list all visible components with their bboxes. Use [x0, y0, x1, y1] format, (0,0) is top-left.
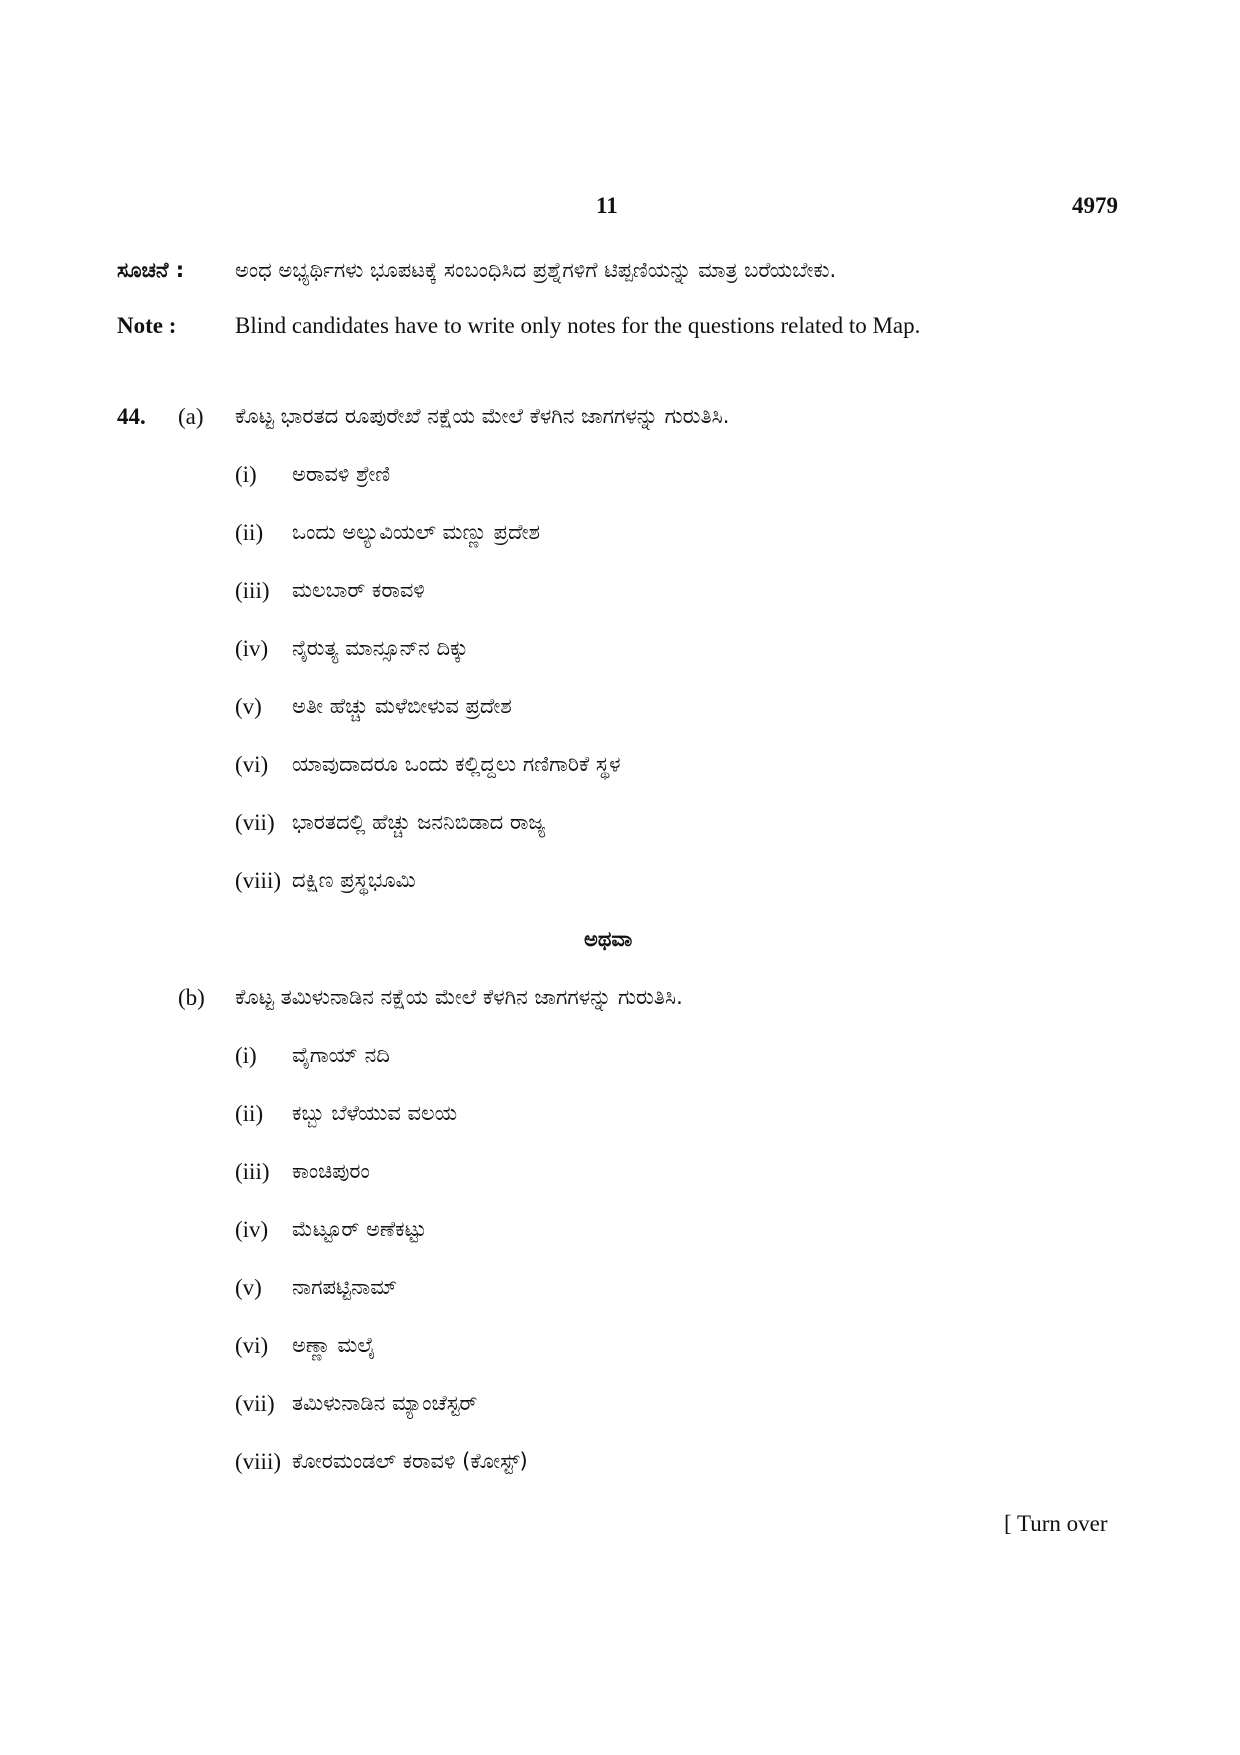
turn-over-note: [ Turn over [1004, 1511, 1108, 1536]
item-label: (iii) [235, 1159, 270, 1184]
list-item [0, 462, 1240, 496]
item-label: (vii) [235, 810, 275, 835]
notice-english [0, 313, 1240, 347]
item-text: ಅಣ್ಣಾ ಮಲೈ [292, 1333, 376, 1357]
list-item [0, 1391, 1240, 1425]
item-label: (vi) [235, 1333, 269, 1358]
item-text: ಮಲಬಾರ್ ಕರಾವಳಿ [292, 578, 425, 602]
notice-kannada [0, 258, 1240, 292]
notice-kannada-label: ಸೂಚನೆ : [117, 258, 185, 282]
item-text: ನಾಗಪಟ್ಟಿನಾಮ್ [292, 1275, 397, 1299]
part-a-instruction: ಕೊಟ್ಟ ಭಾರತದ ರೂಪುರೇಖೆ ನಕ್ಷೆಯ ಮೇಲೆ ಕೆಳಗಿನ ಜಾಗಗಳನ್ನು ಗುರುತಿಸಿ. [235, 404, 730, 428]
part-b-label: (b) [178, 985, 205, 1010]
question-44-a [0, 404, 1240, 438]
item-label: (iii) [235, 578, 270, 603]
notice-kannada-text: ಅಂಧ ಅಭ್ಯರ್ಥಿಗಳು ಭೂಪಟಕ್ಕೆ ಸಂಬಂಧಿಸಿದ ಪ್ರಶ್ನೆಗಳಿಗೆ ಟಿಪ್ಪಣಿಯನ್ನು ಮಾತ್ರ ಬರೆಯಬೇಕು. [235, 258, 837, 282]
item-text: ಕಬ್ಬು ಬೆಳೆಯುವ ವಲಯ [292, 1101, 458, 1125]
question-number: 44. [117, 404, 146, 429]
list-item [0, 810, 1240, 844]
list-item [0, 1449, 1240, 1483]
list-item [0, 636, 1240, 670]
item-text: ಒಂದು ಅಲ್ಯುವಿಯಲ್ ಮಣ್ಣು ಪ್ರದೇಶ [292, 520, 541, 544]
list-item [0, 1043, 1240, 1077]
part-b-instruction: ಕೊಟ್ಟ ತಮಿಳುನಾಡಿನ ನಕ್ಷೆಯ ಮೇಲೆ ಕೆಳಗಿನ ಜಾಗಗಳನ್ನು ಗುರುತಿಸಿ. [235, 985, 683, 1009]
list-item [0, 1159, 1240, 1193]
item-text: ಭಾರತದಲ್ಲಿ ಹೆಚ್ಚು ಜನನಿಬಿಡಾದ ರಾಜ್ಯ [292, 810, 546, 834]
item-text: ಅರಾವಳಿ ಶ್ರೇಣಿ [292, 462, 391, 486]
item-text: ಯಾವುದಾದರೂ ಒಂದು ಕಲ್ಲಿದ್ದಲು ಗಣಿಗಾರಿಕೆ ಸ್ಥಳ [292, 752, 621, 776]
item-label: (i) [235, 462, 257, 487]
part-a-label: (a) [178, 404, 204, 429]
list-item [0, 868, 1240, 902]
list-item [0, 752, 1240, 786]
list-item [0, 1101, 1240, 1135]
item-label: (iv) [235, 636, 269, 661]
list-item [0, 578, 1240, 612]
item-text: ಕೋರಮಂಡಲ್ ಕರಾವಳಿ (ಕೋಸ್ಟ್) [292, 1449, 528, 1473]
item-text: ಮೆಟ್ಟೂರ್ ಅಣೆಕಟ್ಟು [292, 1217, 427, 1241]
list-item [0, 1217, 1240, 1251]
notice-english-label: Note : [117, 313, 177, 338]
list-item [0, 1275, 1240, 1309]
list-item [0, 1333, 1240, 1367]
list-item [0, 520, 1240, 554]
item-label: (v) [235, 1275, 262, 1300]
question-44-b [0, 985, 1240, 1019]
item-text: ಅತೀ ಹೆಚ್ಚು ಮಳೆಬೀಳುವ ಪ್ರದೇಶ [292, 694, 512, 718]
item-label: (ii) [235, 520, 264, 545]
item-label: (ii) [235, 1101, 264, 1126]
item-text: ದಕ್ಷಿಣ ಪ್ರಸ್ಥಭೂಮಿ [292, 868, 416, 892]
item-text: ತಮಿಳುನಾಡಿನ ಮ್ಯಾಂಚೆಸ್ಟರ್ [292, 1391, 478, 1415]
item-text: ವೈಗಾಯ್ ನದಿ [292, 1043, 390, 1067]
item-label: (iv) [235, 1217, 269, 1242]
item-text: ನೈರುತ್ಯ ಮಾನ್ಸೂನ್‌ನ ದಿಕ್ಕು [292, 636, 469, 660]
item-label: (viii) [235, 868, 281, 893]
item-label: (vi) [235, 752, 269, 777]
item-label: (vii) [235, 1391, 275, 1416]
list-item [0, 694, 1240, 728]
item-label: (i) [235, 1043, 257, 1068]
item-text: ಕಾಂಚಿಪುರಂ [292, 1159, 370, 1183]
paper-code: 4979 [1072, 193, 1118, 218]
item-label: (v) [235, 694, 262, 719]
or-divider: ಅಥವಾ [584, 927, 633, 951]
notice-english-text: Blind candidates have to write only notes for the questions related to Map. [235, 313, 921, 338]
item-label: (viii) [235, 1449, 281, 1474]
page-number: 11 [596, 193, 618, 218]
